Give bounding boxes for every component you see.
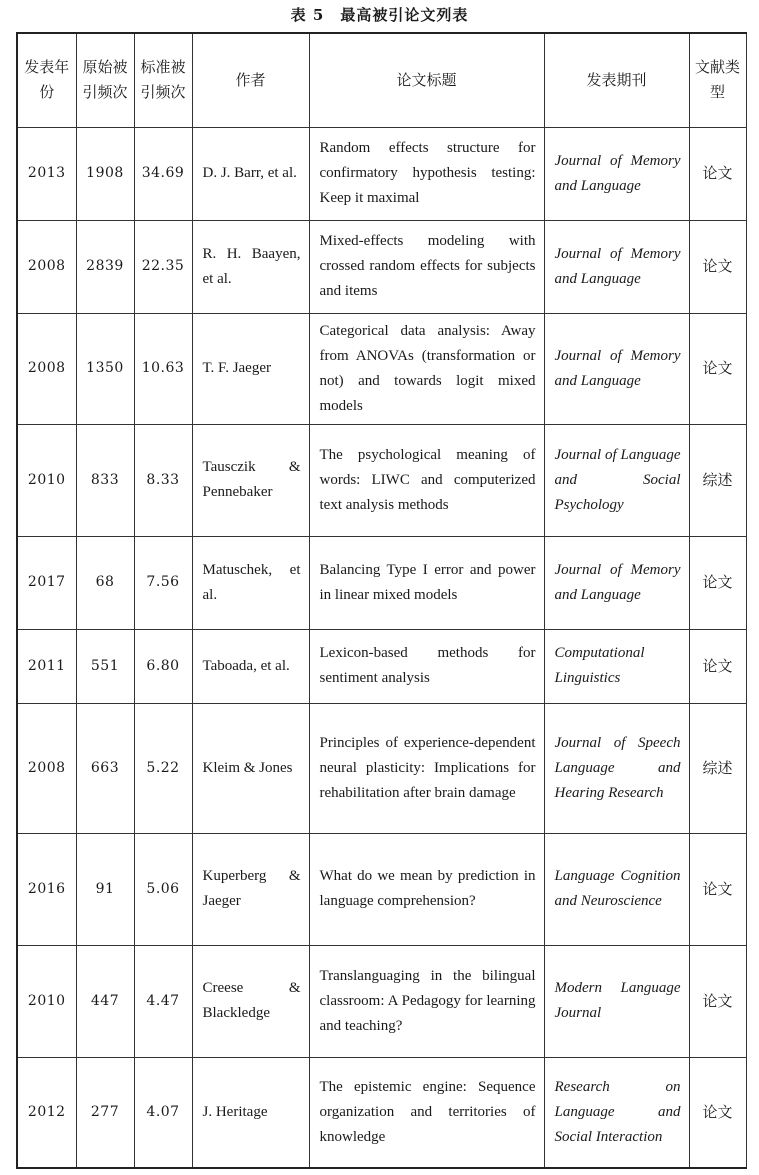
cell-type: 论文 — [689, 1057, 746, 1168]
table-row — [17, 220, 746, 313]
cell-journal: Journal of Memory and Language — [544, 313, 689, 424]
header-journal: 发表期刊 — [544, 33, 689, 127]
cell-journal: Journal of Language and Social Psychology — [544, 424, 689, 536]
cell-raw: 91 — [76, 833, 134, 945]
cell-year: 2017 — [17, 536, 76, 629]
cell-title: The epistemic engine: Sequence organization and territories of knowledge — [309, 1057, 544, 1168]
cell-journal: Journal of Memory and Language — [544, 127, 689, 220]
cell-journal: Language Cognition and Neuroscience — [544, 833, 689, 945]
cell-author: D. J. Barr, et al. — [192, 127, 309, 220]
cell-journal: Journal of Memory and Language — [544, 220, 689, 313]
cell-title: What do we mean by prediction in language comprehension? — [309, 833, 544, 945]
cell-std: 7.56 — [134, 536, 192, 629]
cell-journal: Computational Linguistics — [544, 629, 689, 703]
cell-title: Principles of experience-dependent neural plasticity: Implications for rehabilitation after brain damage — [309, 703, 544, 833]
cell-std: 5.06 — [134, 833, 192, 945]
cell-type: 论文 — [689, 220, 746, 313]
table-row — [17, 313, 746, 424]
cell-type: 综述 — [689, 424, 746, 536]
cell-std: 8.33 — [134, 424, 192, 536]
cell-title: Balancing Type I error and power in linear mixed models — [309, 536, 544, 629]
cell-year: 2016 — [17, 833, 76, 945]
cell-author: Creese & Blackledge — [192, 945, 309, 1057]
cell-year: 2012 — [17, 1057, 76, 1168]
table-row — [17, 424, 746, 536]
cell-type: 论文 — [689, 945, 746, 1057]
table-row — [17, 945, 746, 1057]
cell-author: T. F. Jaeger — [192, 313, 309, 424]
table-row — [17, 1057, 746, 1168]
cell-std: 5.22 — [134, 703, 192, 833]
cell-year: 2010 — [17, 424, 76, 536]
cell-journal: Journal of Memory and Language — [544, 536, 689, 629]
cell-type: 论文 — [689, 127, 746, 220]
cell-raw: 1908 — [76, 127, 134, 220]
cell-year: 2008 — [17, 313, 76, 424]
cell-title: Translanguaging in the bilingual classroom: A Pedagogy for learning and teaching? — [309, 945, 544, 1057]
cell-std: 10.63 — [134, 313, 192, 424]
cell-author: R. H. Baayen, et al. — [192, 220, 309, 313]
cell-raw: 277 — [76, 1057, 134, 1168]
cell-type: 论文 — [689, 313, 746, 424]
cell-year: 2008 — [17, 703, 76, 833]
cell-year: 2008 — [17, 220, 76, 313]
cell-title: Categorical data analysis: Away from ANOVAs (transformation or not) and towards logit mixed models — [309, 313, 544, 424]
cell-type: 论文 — [689, 833, 746, 945]
cell-type: 综述 — [689, 703, 746, 833]
cell-raw: 663 — [76, 703, 134, 833]
cell-raw: 68 — [76, 536, 134, 629]
cell-author: Tausczik & Pennebaker — [192, 424, 309, 536]
cell-raw: 2839 — [76, 220, 134, 313]
header-raw-citations: 原始被引频次 — [76, 33, 134, 127]
cell-author: J. Heritage — [192, 1057, 309, 1168]
cell-author: Matuschek, et al. — [192, 536, 309, 629]
cell-std: 4.07 — [134, 1057, 192, 1168]
cell-year: 2011 — [17, 629, 76, 703]
cell-year: 2013 — [17, 127, 76, 220]
cell-type: 论文 — [689, 536, 746, 629]
header-author: 作者 — [192, 33, 309, 127]
cell-std: 22.35 — [134, 220, 192, 313]
cell-std: 6.80 — [134, 629, 192, 703]
header-std-citations: 标准被引频次 — [134, 33, 192, 127]
cell-title: Random effects structure for confirmatory hypothesis testing: Keep it maximal — [309, 127, 544, 220]
table-row — [17, 127, 746, 220]
cell-title: The psychological meaning of words: LIWC and computerized text analysis methods — [309, 424, 544, 536]
cell-author: Taboada, et al. — [192, 629, 309, 703]
cell-author: Kleim & Jones — [192, 703, 309, 833]
header-title: 论文标题 — [309, 33, 544, 127]
header-type: 文献类型 — [689, 33, 746, 127]
cell-raw: 1350 — [76, 313, 134, 424]
cell-title: Lexicon-based methods for sentiment analysis — [309, 629, 544, 703]
cell-raw: 833 — [76, 424, 134, 536]
header-row — [17, 33, 746, 127]
cell-type: 论文 — [689, 629, 746, 703]
table-caption: 表 5 最高被引论文列表 — [290, 6, 469, 24]
cell-author: Kuperberg & Jaeger — [192, 833, 309, 945]
table-row — [17, 833, 746, 945]
cell-std: 4.47 — [134, 945, 192, 1057]
cell-std: 34.69 — [134, 127, 192, 220]
cell-journal: Journal of Speech Language and Hearing Research — [544, 703, 689, 833]
cell-raw: 447 — [76, 945, 134, 1057]
cell-raw: 551 — [76, 629, 134, 703]
table-row — [17, 629, 746, 703]
cell-journal: Research on Language and Social Interaction — [544, 1057, 689, 1168]
cell-year: 2010 — [17, 945, 76, 1057]
citation-table — [16, 32, 747, 1169]
table-row — [17, 536, 746, 629]
cell-journal: Modern Language Journal — [544, 945, 689, 1057]
cell-title: Mixed-effects modeling with crossed random effects for subjects and items — [309, 220, 544, 313]
header-year: 发表年份 — [17, 33, 76, 127]
table-row — [17, 703, 746, 833]
